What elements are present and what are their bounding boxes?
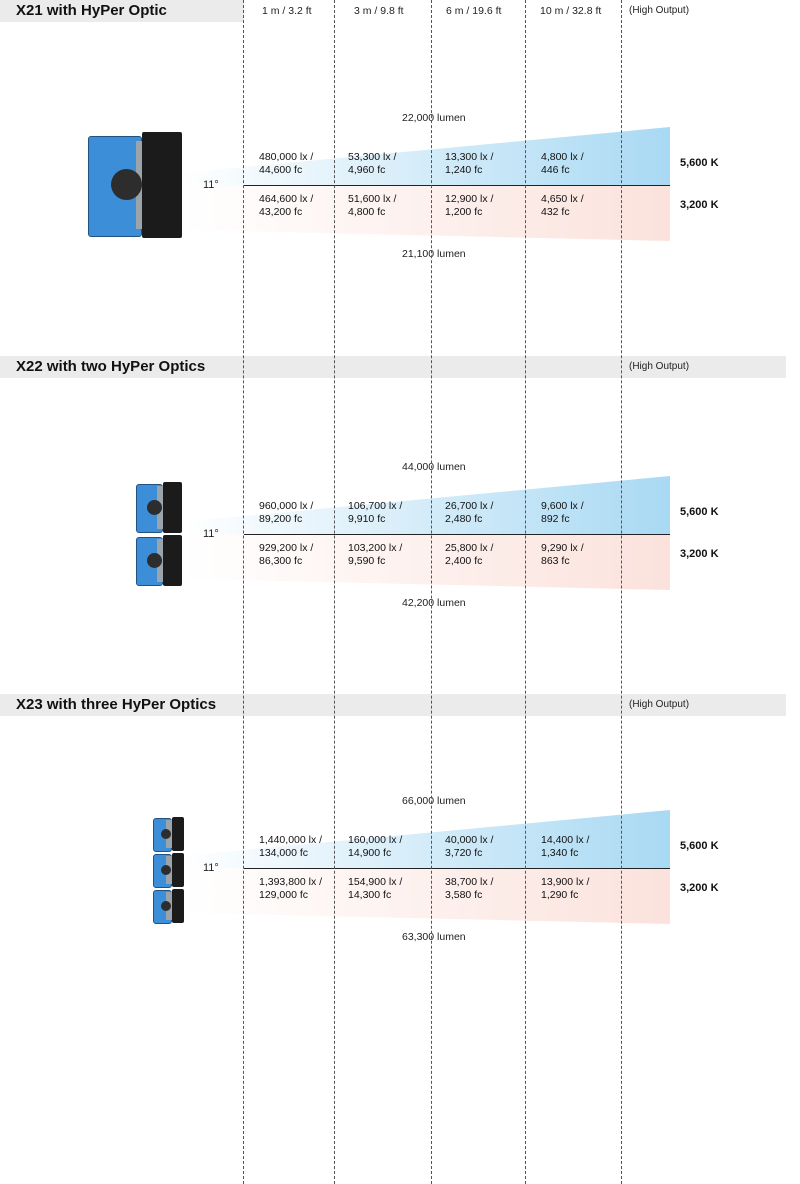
illuminance-warm-x23-col4: [541, 876, 589, 902]
distance-line-10m: [525, 0, 526, 1184]
section-title-x21: X21 with HyPer Optic: [16, 2, 167, 19]
lumen-cool-x22: 44,000 lumen: [402, 461, 466, 473]
column-label-3m: 3 m / 9.8 ft: [354, 5, 404, 17]
fixture-yoke-knob: [161, 829, 171, 839]
beam-angle-x21: 11°: [203, 179, 219, 191]
kelvin-cool-x22: 5,600 K: [680, 506, 719, 518]
lux-value: 4,800 lx /: [541, 151, 584, 163]
lux-value: 12,900 lx /: [445, 193, 494, 205]
illuminance-warm-x21-col4: [541, 193, 584, 219]
illuminance-cool-x22-col2: [348, 500, 402, 526]
lux-value: 26,700 lx /: [445, 500, 494, 512]
footcandle-value: 9,910 fc: [348, 513, 386, 525]
footcandle-value: 1,340 fc: [541, 847, 579, 859]
footcandle-value: 129,000 fc: [259, 889, 309, 901]
output-label-x23: (High Output): [629, 699, 690, 710]
beam-angle-x22: 11°: [203, 528, 219, 540]
lux-value: 4,650 lx /: [541, 193, 584, 205]
illuminance-cool-x21-col4: [541, 151, 584, 177]
footcandle-value: 1,290 fc: [541, 889, 579, 901]
beam-warm-x22: [182, 534, 670, 590]
fixture-yoke-knob: [161, 901, 171, 911]
lux-value: 464,600 lx /: [259, 193, 314, 205]
illuminance-cool-x21-col3: [445, 151, 493, 177]
lumen-cool-x23: 66,000 lumen: [402, 795, 466, 807]
footcandle-value: 43,200 fc: [259, 206, 303, 218]
lux-value: 9,600 lx /: [541, 500, 584, 512]
lumen-warm-x21: 21,100 lumen: [402, 248, 466, 260]
beam-divider-x22: [244, 534, 670, 535]
hyper-optic-lens: [163, 482, 182, 533]
lux-value: 25,800 lx /: [445, 542, 494, 554]
illuminance-cool-x22-col1: [259, 500, 313, 526]
fixture-image-x23: [153, 816, 184, 924]
beam-cool-x23: [182, 810, 670, 868]
hyper-optic-lens: [163, 535, 182, 586]
lux-value: 51,600 lx /: [348, 193, 397, 205]
hyper-optic-lens: [172, 853, 184, 888]
kelvin-cool-x23: 5,600 K: [680, 840, 719, 852]
footcandle-value: 446 fc: [541, 164, 570, 176]
footcandle-value: 2,400 fc: [445, 555, 483, 567]
output-label-x22: (High Output): [629, 361, 690, 372]
distance-line-1m: [243, 0, 244, 1184]
footcandle-value: 3,580 fc: [445, 889, 483, 901]
illuminance-cool-x21-col1: [259, 151, 313, 177]
illuminance-warm-x22-col2: [348, 542, 402, 568]
illuminance-warm-x21-col3: [445, 193, 493, 219]
illuminance-cool-x22-col4: [541, 500, 584, 526]
illuminance-warm-x21-col1: [259, 193, 313, 219]
lux-value: 160,000 lx /: [348, 834, 403, 846]
fixture-image-x21: [88, 130, 182, 240]
lux-value: 13,900 lx /: [541, 876, 590, 888]
illuminance-cool-x23-col4: [541, 834, 589, 860]
distance-line-3m: [334, 0, 335, 1184]
hyper-optic-lens: [172, 817, 184, 852]
column-label-6m: 6 m / 19.6 ft: [446, 5, 502, 17]
lumen-warm-x23: 63,300 lumen: [402, 931, 466, 943]
beam-divider-x23: [244, 868, 670, 869]
section-title-x23: X23 with three HyPer Optics: [16, 696, 217, 713]
footcandle-value: 9,590 fc: [348, 555, 386, 567]
footcandle-value: 4,960 fc: [348, 164, 386, 176]
illuminance-warm-x23-col1: [259, 876, 322, 902]
illuminance-cool-x23-col2: [348, 834, 402, 860]
footcandle-value: 2,480 fc: [445, 513, 483, 525]
beam-cool-x22: [182, 476, 670, 534]
lux-value: 929,200 lx /: [259, 542, 314, 554]
beam-warm-x23: [182, 868, 670, 924]
footcandle-value: 3,720 fc: [445, 847, 483, 859]
illuminance-cool-x23-col3: [445, 834, 493, 860]
kelvin-warm-x23: 3,200 K: [680, 882, 719, 894]
illuminance-warm-x23-col2: [348, 876, 402, 902]
illuminance-warm-x22-col1: [259, 542, 313, 568]
beam-divider-x21: [244, 185, 670, 186]
kelvin-cool-x21: 5,600 K: [680, 157, 719, 169]
footcandle-value: 44,600 fc: [259, 164, 303, 176]
fixture-image-x22: [136, 481, 182, 587]
illuminance-warm-x22-col3: [445, 542, 493, 568]
footcandle-value: 14,900 fc: [348, 847, 392, 859]
fixture-yoke-knob: [147, 553, 162, 568]
lux-value: 14,400 lx /: [541, 834, 590, 846]
lumen-warm-x22: 42,200 lumen: [402, 597, 466, 609]
footcandle-value: 86,300 fc: [259, 555, 303, 567]
lumen-cool-x21: 22,000 lumen: [402, 112, 466, 124]
lux-value: 38,700 lx /: [445, 876, 494, 888]
distance-line-end: [621, 0, 622, 1184]
section-title-x22: X22 with two HyPer Optics: [16, 358, 206, 375]
lux-value: 9,290 lx /: [541, 542, 584, 554]
distance-line-6m: [431, 0, 432, 1184]
footcandle-value: 432 fc: [541, 206, 570, 218]
column-label-1m: 1 m / 3.2 ft: [262, 5, 312, 17]
lux-value: 13,300 lx /: [445, 151, 494, 163]
footcandle-value: 1,240 fc: [445, 164, 483, 176]
footcandle-value: 4,800 fc: [348, 206, 386, 218]
lux-value: 480,000 lx /: [259, 151, 314, 163]
output-label-x21: (High Output): [629, 5, 690, 16]
lux-value: 53,300 lx /: [348, 151, 397, 163]
kelvin-warm-x21: 3,200 K: [680, 199, 719, 211]
footcandle-value: 1,200 fc: [445, 206, 483, 218]
lux-value: 106,700 lx /: [348, 500, 403, 512]
footcandle-value: 14,300 fc: [348, 889, 392, 901]
lux-value: 1,440,000 lx /: [259, 834, 323, 846]
hyper-optic-lens: [172, 889, 184, 924]
fixture-yoke-knob: [147, 500, 162, 515]
lux-value: 1,393,800 lx /: [259, 876, 323, 888]
lux-value: 103,200 lx /: [348, 542, 403, 554]
column-label-10m: 10 m / 32.8 ft: [540, 5, 602, 17]
kelvin-warm-x22: 3,200 K: [680, 548, 719, 560]
hyper-optic-lens: [142, 132, 182, 238]
illuminance-warm-x21-col2: [348, 193, 396, 219]
beam-cool-x21: [182, 127, 670, 185]
lux-value: 40,000 lx /: [445, 834, 494, 846]
beam-warm-x21: [182, 185, 670, 241]
illuminance-warm-x22-col4: [541, 542, 584, 568]
fixture-yoke-knob: [111, 169, 142, 200]
footcandle-value: 89,200 fc: [259, 513, 303, 525]
footcandle-value: 134,000 fc: [259, 847, 309, 859]
illuminance-warm-x23-col3: [445, 876, 493, 902]
fixture-yoke-knob: [161, 865, 171, 875]
illuminance-cool-x22-col3: [445, 500, 493, 526]
beam-angle-x23: 11°: [203, 862, 219, 874]
lux-value: 960,000 lx /: [259, 500, 314, 512]
footcandle-value: 863 fc: [541, 555, 570, 567]
lux-value: 154,900 lx /: [348, 876, 403, 888]
illuminance-cool-x23-col1: [259, 834, 322, 860]
footcandle-value: 892 fc: [541, 513, 570, 525]
illuminance-cool-x21-col2: [348, 151, 396, 177]
